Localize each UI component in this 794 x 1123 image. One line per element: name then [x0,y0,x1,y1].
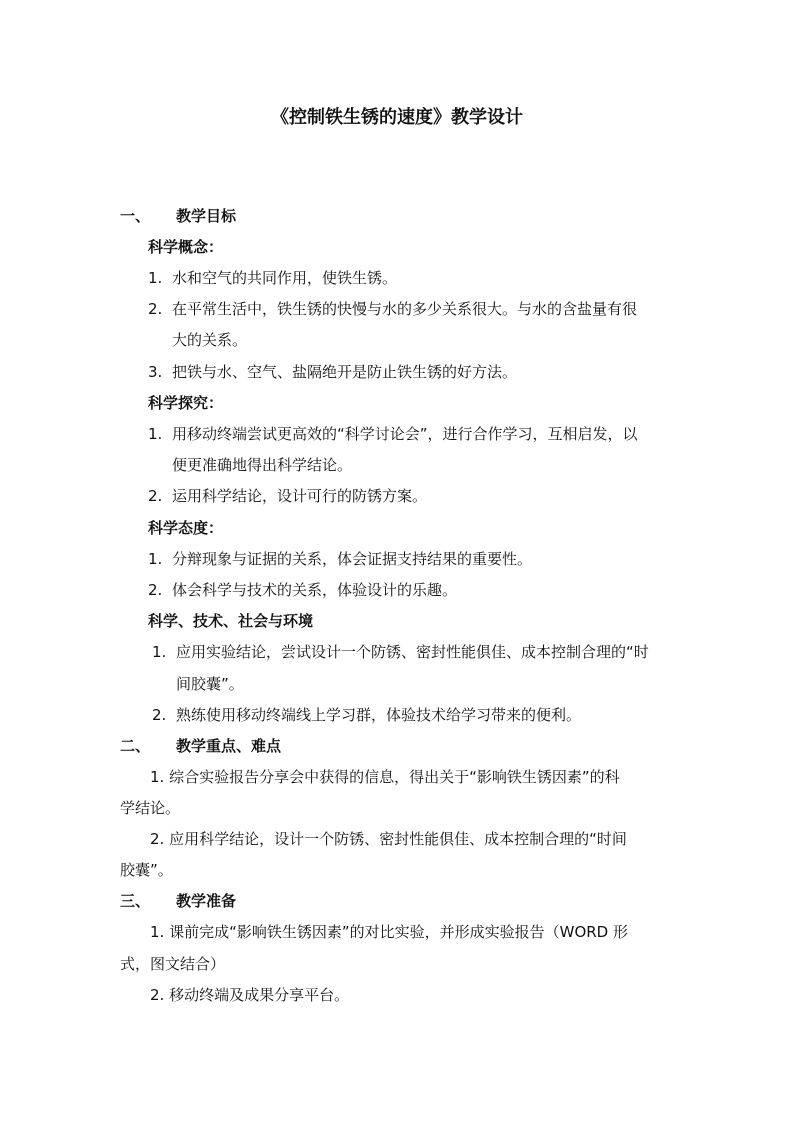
section-number: 三、 [120,892,151,910]
list-item: 熟练使用移动终端线上学习群，体验技术给学习带来的便利。 [176,706,582,724]
list-number: 2. [148,581,163,599]
list-item-cont: 间胶囊”。 [176,675,244,693]
paragraph-cont: 胶囊”。 [120,861,173,879]
list-item: 水和空气的共同作用，使铁生锈。 [172,269,398,287]
list-item: 用移动终端尝试更高效的“科学讨论会”，进行合作学习，互相启发，以 [172,425,638,443]
paragraph-cont: 式，图文结合） [120,955,226,973]
list-item: 把铁与水、空气、盐隔绝开是防止铁生锈的好方法。 [172,363,518,381]
paragraph: 1. 课前完成“影响铁生锈因素”的对比实验，并形成实验报告（WORD 形 [150,923,629,941]
section-heading: 教学重点、难点 [176,737,282,755]
list-number: 3. [148,363,163,381]
list-item: 体会科学与技术的关系，体验设计的乐趣。 [172,581,458,599]
list-item-cont: 便更准确地得出科学结论。 [172,456,353,474]
list-number: 1. [148,269,163,287]
paragraph: 1. 综合实验报告分享会中获得的信息，得出关于“影响铁生锈因素”的科 [150,768,620,786]
section-heading: 教学准备 [176,892,237,910]
subsection-label: 科学探究： [148,394,224,412]
list-number: 2. [152,706,167,724]
list-number: 1. [148,425,163,443]
page-title: 《控制铁生锈的速度》教学设计 [271,107,523,128]
list-item: 在平常生活中，铁生锈的快慢与水的多少关系很大。与水的含盐量有很 [172,300,638,318]
section-heading: 教学目标 [176,207,237,225]
list-item: 应用实验结论，尝试设计一个防锈、密封性能俱佳、成本控制合理的“时 [176,643,649,661]
list-number: 1. [152,643,167,661]
subsection-label: 科学态度： [148,519,224,537]
list-number: 2. [148,300,163,318]
list-item: 运用科学结论，设计可行的防锈方案。 [172,487,428,505]
paragraph: 2. 应用科学结论，设计一个防锈、密封性能俱佳、成本控制合理的“时间 [150,830,627,848]
subsection-label: 科学概念： [148,238,224,256]
list-number: 2. [148,487,163,505]
subsection-label: 科学、技术、社会与环境 [148,612,314,630]
section-number: 一、 [120,207,151,225]
section-number: 二、 [120,737,151,755]
list-item: 分辩现象与证据的关系，体会证据支持结果的重要性。 [172,550,533,568]
list-item-cont: 大的关系。 [172,331,248,349]
list-number: 1. [148,550,163,568]
paragraph: 2. 移动终端及成果分享平台。 [150,986,350,1004]
paragraph-cont: 学结论。 [120,799,181,817]
